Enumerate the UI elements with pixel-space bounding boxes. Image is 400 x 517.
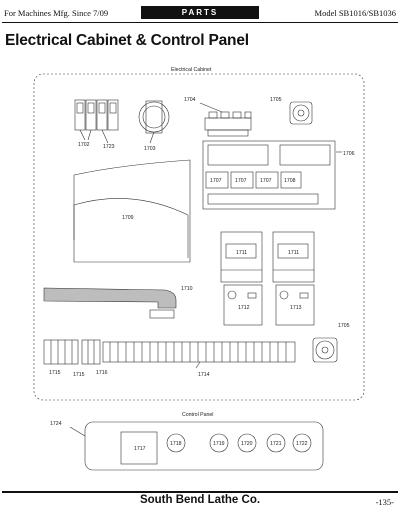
callout-1710: 1710 [181,286,193,292]
callout-1705-top: 1705 [270,97,282,103]
company-logo: South Bend Lathe Co. [139,494,261,506]
part-1704-fuse-holder [200,103,251,136]
control-panel-outline [70,422,323,470]
callout-1717: 1717 [134,446,146,452]
callout-1707-c: 1707 [260,178,272,184]
part-1703-rotary-switch [139,101,169,143]
part-1705-fan-bottom [313,338,337,362]
callout-1716: 1716 [96,370,108,376]
callout-1715-a: 1715 [49,370,61,376]
part-1716-terminal-group [82,340,100,364]
callout-1721: 1721 [270,441,282,447]
callout-1714: 1714 [198,372,210,378]
callout-1719: 1719 [213,441,225,447]
part-1705-fan-top [290,102,312,124]
part-1711-contactor-right [273,232,314,282]
header-model-number: Model SB1016/SB1036 [314,8,396,18]
callout-1718: 1718 [170,441,182,447]
callout-1715-b: 1715 [73,372,85,378]
control-panel-label: Control Panel [182,412,214,418]
callout-1724: 1724 [50,421,62,427]
page-number: -135- [375,497,394,507]
callout-1709: 1709 [122,215,134,221]
part-1709-cabinet-cover [74,160,190,262]
page-title: Electrical Cabinet & Control Panel [5,32,249,49]
header-section-tab: PARTS [141,6,259,19]
part-1702-switch-block [75,100,118,143]
part-1715-terminal-group [44,340,78,364]
callout-1723: 1723 [103,144,115,150]
callout-1705-bottom: 1705 [338,323,350,329]
callout-1708: 1708 [284,178,296,184]
callout-1703: 1703 [144,146,156,152]
callout-1704: 1704 [184,97,196,103]
callout-1707-b: 1707 [235,178,247,184]
callout-1720: 1720 [241,441,253,447]
cabinet-boundary [34,74,364,400]
part-1706-terminal-panel [203,141,342,209]
callout-1711-right: 1711 [288,250,300,256]
callout-1722: 1722 [296,441,308,447]
part-1711-contactor-left [221,232,262,282]
callout-1702: 1702 [78,142,90,148]
callout-1707-a: 1707 [210,178,222,184]
callout-1706: 1706 [343,151,355,157]
header-manufacture-note: For Machines Mfg. Since 7/09 [4,8,109,18]
callout-1713: 1713 [290,305,302,311]
cabinet-label: Electrical Cabinet [171,67,212,73]
part-1710-cable [44,288,176,318]
callout-1711-left: 1711 [236,250,248,256]
footer-rule [2,491,398,493]
callout-1712: 1712 [238,305,250,311]
part-1714-terminal-strip [103,342,295,368]
